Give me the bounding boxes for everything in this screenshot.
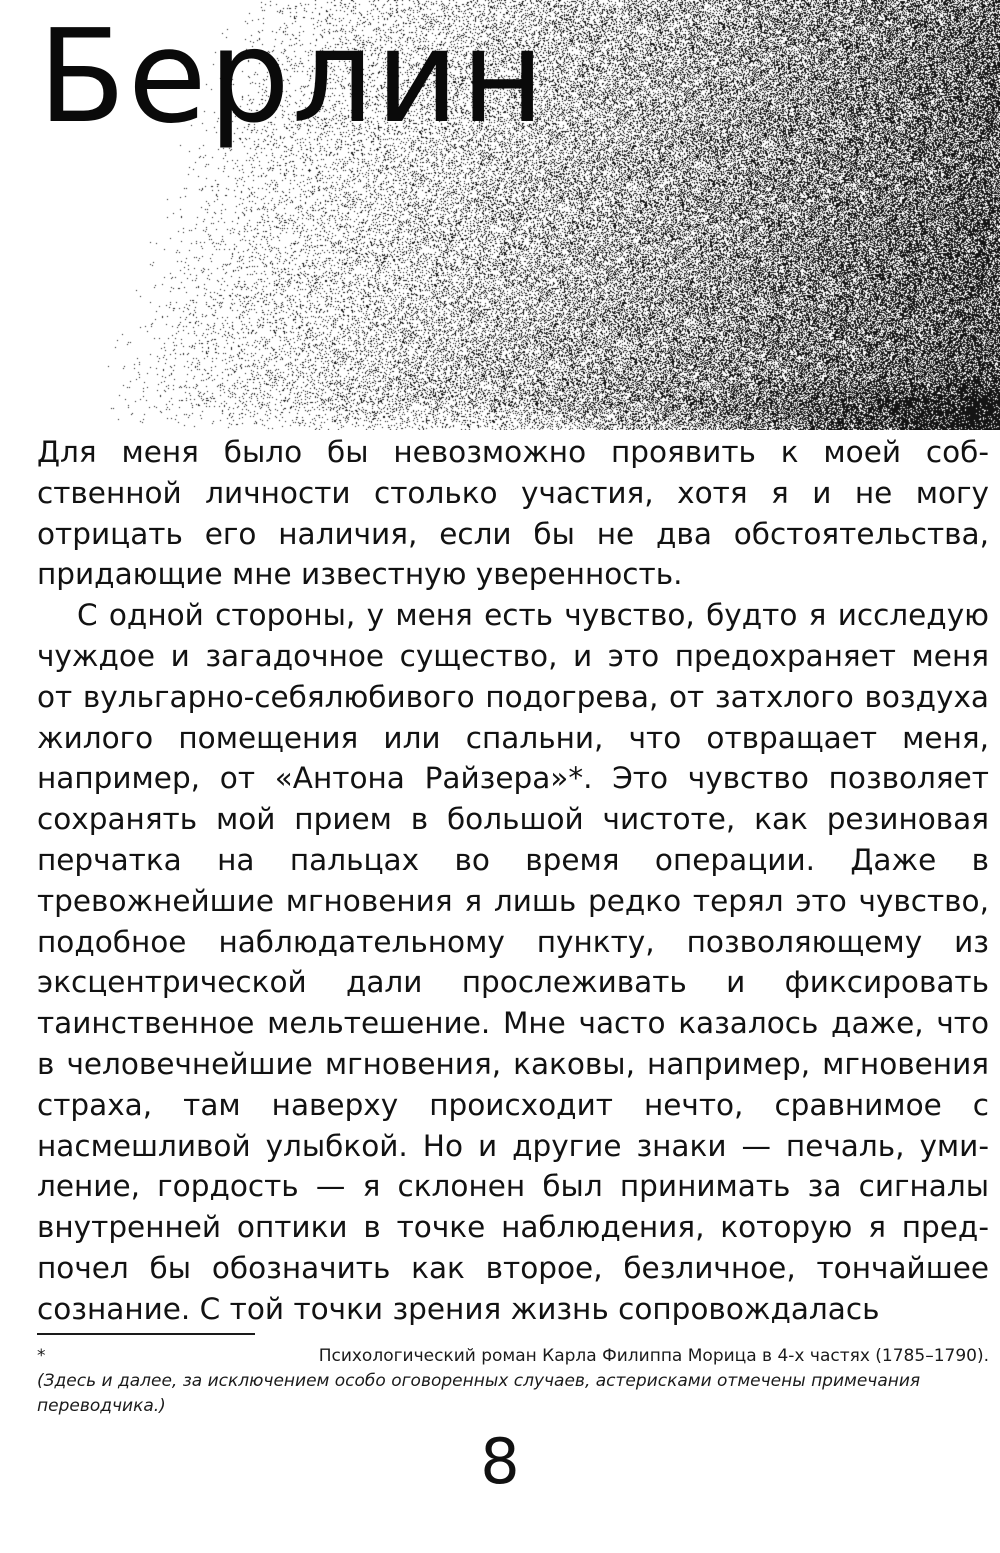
footnote-divider [37,1333,255,1335]
footnote-text: Психологический роман Карла Филиппа Морица в 4-х частях (1785–1790). [318,1346,989,1366]
paragraph-2: С одной стороны, у меня есть чувство, будто я исследую чуждое и загадочное существо, и это предохраняет меня от вульгарно-себялюбивого подогрева, от затхлого воздуха жилого помещения или спальни, что отвращает меня, например, от «Антона Райзера»*. Это чувство позволяет сохранять мой прием в большой чистоте, как резиновая перчатка на пальцах во время операции. Даже в тревожнейшие мгновения я лишь редко терял это чувство, подобное наблюдательному пункту, позволяющему из эксцентрической дали прослеживать и фиксировать таинственное мельтешение. Мне часто казалось даже, что в человечнейшие мгновения, каковы, например, мгновения страха, там наверху происходит нечто, сравнимое с насмешливой улыбкой. Но и другие знаки — печаль, умиление, гордость — я склонен был принимать за сигналы внутренней оптики в точке наблюдения, которую я предпочел бы обозначить как второе, безличное, тончайшее сознание. С той точки зрения жизнь сопровождалась [37,598,989,1326]
footnote-marker: * [37,1346,46,1366]
footnote-translator-note: (Здесь и далее, за исключением особо оговоренных случаев, астерисками отмечены примечания переводчика.) [37,1371,921,1416]
chapter-title: Берлин [38,3,547,152]
page-number: 8 [480,1425,520,1498]
paragraph-1: Для меня было бы невозможно проявить к моей собственной личности столько участия, хотя я и не могу отрицать его наличия, если бы не два обстоятельства, придающие мне известную уверенность. [37,435,989,592]
body-text [37,432,989,1330]
footnote [37,1344,989,1419]
